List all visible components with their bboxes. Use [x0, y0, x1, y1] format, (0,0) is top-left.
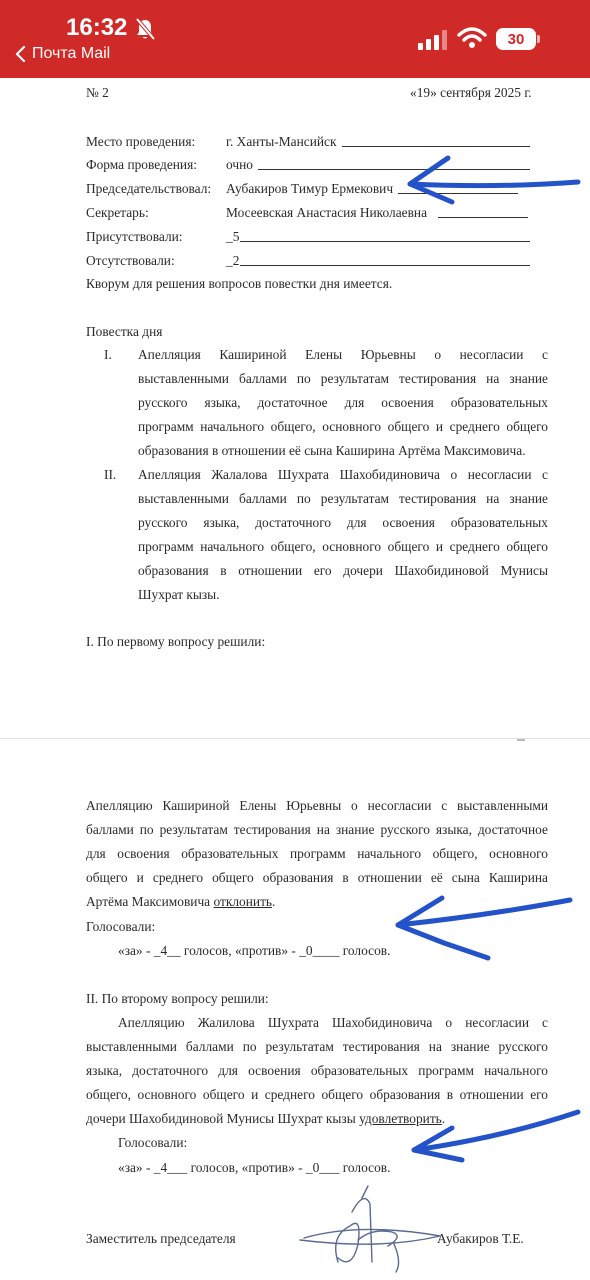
- mail-app-header: [0, 0, 590, 78]
- field-value-secretary: Мосеевская Анастасия Николаевна: [226, 205, 428, 220]
- q1-votes: «за» - _4__ голосов, «против» - _0____ голосов.: [118, 943, 391, 958]
- field-value-format: очно: [226, 157, 253, 172]
- agenda-item-line: выставленными баллами по результатам тестирования на знание: [138, 491, 548, 506]
- silent-mode-icon: [134, 17, 156, 41]
- q1-heading: I. По первому вопросу решили:: [86, 634, 266, 649]
- signer-name: Аубакиров Т.Е.: [437, 1231, 524, 1246]
- field-label-present: Присутствовали:: [86, 229, 183, 244]
- battery-level: 30: [496, 28, 536, 50]
- agenda-item-line: Апелляция Жалалова Шухрата Шахобидиновича о несогласии с: [138, 467, 548, 482]
- field-value-place: г. Ханты-Мансийск: [226, 134, 337, 149]
- field-label-chair: Председательствовал:: [86, 181, 212, 196]
- protocol-date: «19» сентября 2025 г.: [410, 85, 532, 100]
- signer-title: Заместитель председателя: [86, 1231, 236, 1246]
- q2-decision-line: общего, основного общего и среднего общего образования в отношении его: [86, 1087, 548, 1102]
- agenda-item-number: II.: [104, 467, 117, 482]
- q1-decision-line: для освоения образовательных программ начального общего, основного: [86, 846, 548, 861]
- q2-decision-line: языка, достаточного для освоения образовательных программ начального: [86, 1063, 548, 1078]
- q1-decision-line: Апелляцию Кашириной Елены Юрьевны о несогласии с выставленными: [86, 798, 548, 813]
- field-label-secretary: Секретарь:: [86, 205, 149, 220]
- q1-decision-line: общего и среднего общего образования в отношении её сына Каширина: [86, 870, 548, 885]
- field-label-place: Место проведения:: [86, 134, 196, 149]
- back-button-label: Почта Mail: [32, 45, 111, 62]
- cellular-signal-icon: [418, 30, 448, 50]
- q2-decision-last-line: дочери Шахобидиновой Мунисы Шухрат кызы удовлетворить.: [86, 1111, 446, 1126]
- page-divider: [0, 738, 590, 739]
- agenda-item-line: Шухрат кызы.: [138, 587, 220, 602]
- q1-verdict: отклонить: [213, 894, 273, 909]
- q1-decision-last-line: Артёма Максимовича отклонить.: [86, 894, 276, 909]
- agenda-item-line: русского языка, достаточного для освоения образовательных: [138, 515, 548, 530]
- back-button[interactable]: [14, 45, 110, 63]
- agenda-item-line: русского языка, достаточное для освоения образовательных: [138, 395, 548, 410]
- agenda-item-line: программ начального общего, основного общего и среднего общего: [138, 539, 548, 554]
- agenda-item-line: образования в отношении её сына Каширина Артёма Максимовича.: [138, 443, 526, 458]
- protocol-document: [0, 78, 590, 1280]
- agenda-item-line: программ начального общего, основного общего и среднего общего: [138, 419, 548, 434]
- q2-votes: «за» - _4___ голосов, «против» - _0___ голосов.: [118, 1160, 391, 1175]
- q1-decision-line: баллами по результатам тестирования на знание русского языка, достаточное: [86, 822, 548, 837]
- q2-decision-line: Апелляцию Жалилова Шухрата Шахобидиновича о несогласии с: [118, 1015, 548, 1030]
- battery-icon: [496, 28, 540, 50]
- agenda-item-number: I.: [104, 347, 112, 362]
- q2-verdict: удовлетворить: [359, 1111, 442, 1126]
- field-label-format: Форма проведения:: [86, 157, 197, 172]
- agenda-item-line: Апелляция Кашириной Елены Юрьевны о несогласии с: [138, 347, 548, 362]
- field-label-absent: Отсутствовали:: [86, 253, 175, 268]
- q2-decision-line: выставленными баллами по результатам тестирования на знание русского: [86, 1039, 548, 1054]
- protocol-number: № 2: [86, 85, 109, 100]
- chevron-left-icon: [14, 46, 26, 62]
- q2-voted-label: Голосовали:: [118, 1135, 188, 1150]
- field-value-absent: _2: [226, 253, 240, 268]
- agenda-title: Повестка дня: [86, 324, 163, 339]
- wifi-icon: [457, 27, 487, 49]
- q1-voted-label: Голосовали:: [86, 919, 156, 934]
- field-value-chair: Аубакиров Тимур Ермекович: [226, 181, 394, 196]
- status-time: 16:32: [66, 14, 128, 41]
- agenda-item-line: выставленными баллами по результатам тестирования на знание: [138, 371, 548, 386]
- field-value-present: _5: [226, 229, 240, 244]
- quorum-text: Кворум для решения вопросов повестки дня имеется.: [86, 276, 393, 291]
- agenda-item-line: образования в отношении его дочери Шахобидиновой Мунисы: [138, 563, 548, 578]
- q2-heading: II. По второму вопросу решили:: [86, 991, 269, 1006]
